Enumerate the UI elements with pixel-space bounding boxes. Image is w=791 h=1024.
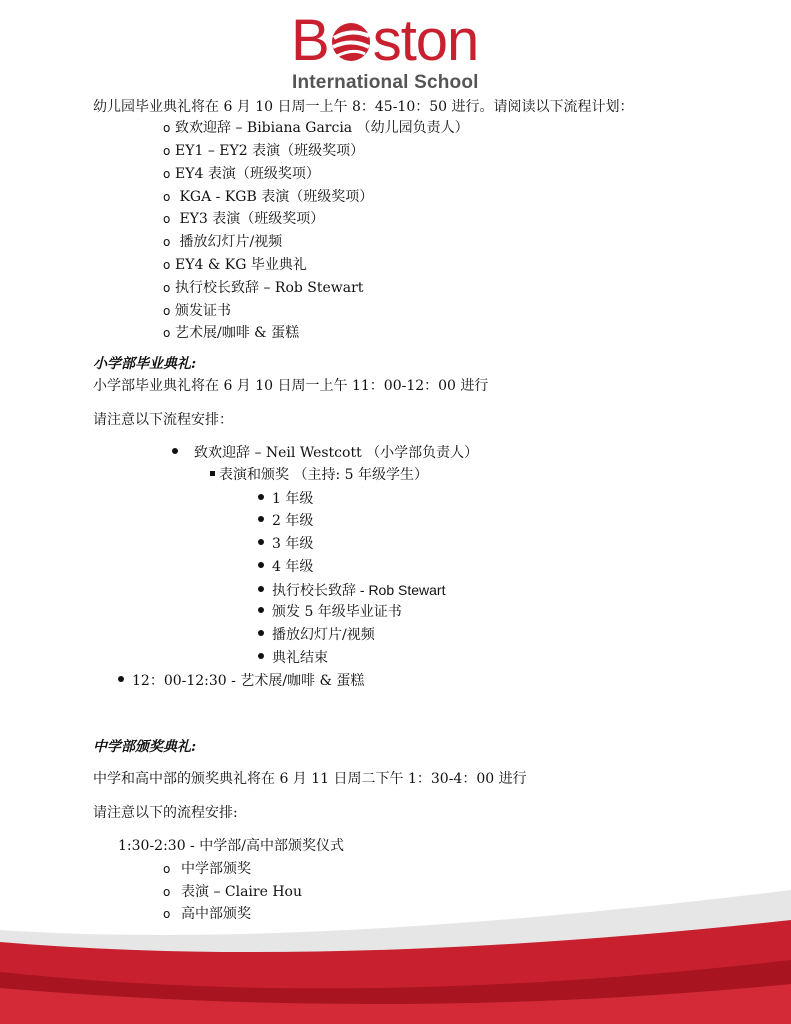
bullet-dot-icon: [258, 494, 264, 500]
kindergarten-intro: 幼儿园毕业典礼将在 6 月 10 日周一上午 8：45-10：50 进行。请阅读以下流程计划：: [93, 99, 634, 115]
list-item: o 高中部颁奖: [163, 906, 251, 922]
list-item: o EY3 表演（班级奖项）: [163, 211, 325, 227]
square-bullet-icon: [210, 471, 215, 476]
globe-logo-icon: [329, 20, 373, 64]
primary-intro: 小学部毕业典礼将在 6 月 10 日周一上午 11：00-12：00 进行: [93, 378, 489, 394]
list-item: o 表演 – Claire Hou: [163, 884, 302, 900]
logo-wordmark: B ston: [291, 8, 479, 73]
secondary-session: 1:30-2:30 - 中学部/高中部颁奖仪式: [118, 838, 344, 854]
bullet-dot-icon: [258, 630, 264, 636]
bullet-dot-icon: [258, 562, 264, 568]
primary-performance-item: 表演和颁奖 （主持: 5 年级学生）: [210, 465, 428, 485]
circle-bullet-icon: o: [163, 144, 171, 158]
secondary-intro: 中学和高中部的颁奖典礼将在 6 月 11 日周二下午 1：30-4：00 进行: [93, 771, 527, 787]
list-item: o KGA - KGB 表演（班级奖项）: [163, 189, 374, 205]
list-item: o 播放幻灯片/视频: [163, 234, 283, 250]
primary-welcome-item: 致欢迎辞 – Neil Westcott （小学部负责人）: [172, 443, 478, 463]
bullet-dot-icon: [258, 516, 264, 522]
list-item: 典礼结束: [258, 648, 328, 668]
school-logo: [0, 10, 791, 92]
secondary-note: 请注意以下的流程安排:: [93, 805, 238, 821]
circle-bullet-icon: o: [163, 862, 171, 876]
list-item: 1 年级: [258, 489, 313, 509]
circle-bullet-icon: o: [163, 304, 171, 318]
list-item: 3 年级: [258, 534, 313, 554]
circle-bullet-icon: o: [163, 258, 171, 272]
list-item: o EY4 & KG 毕业典礼: [163, 257, 307, 273]
circle-bullet-icon: o: [163, 190, 171, 204]
bullet-dot-icon: [258, 539, 264, 545]
circle-bullet-icon: o: [163, 121, 171, 135]
bullet-dot-icon: [258, 586, 264, 592]
circle-bullet-icon: o: [163, 326, 171, 340]
list-item: 执行校长致辞 - Rob Stewart: [258, 580, 445, 600]
circle-bullet-icon: o: [163, 235, 171, 249]
list-item: 2 年级: [258, 511, 313, 531]
list-item: o EY1 – EY2 表演（班级奖项）: [163, 143, 365, 159]
circle-bullet-icon: o: [163, 885, 171, 899]
secondary-heading: 中学部颁奖典礼:: [93, 739, 197, 755]
primary-heading: 小学部毕业典礼:: [93, 356, 197, 372]
circle-bullet-icon: o: [163, 212, 171, 226]
bullet-dot-icon: [258, 607, 264, 613]
list-item: 4 年级: [258, 557, 313, 577]
list-item: o 致欢迎辞 – Bibiana Garcia （幼儿园负责人）: [163, 120, 469, 136]
list-item: o 艺术展/咖啡 & 蛋糕: [163, 325, 300, 341]
list-item: o 中学部颁奖: [163, 861, 251, 877]
bullet-dot-icon: [172, 448, 178, 454]
bullet-dot-icon: [118, 676, 124, 682]
list-item: o 执行校长致辞 – Rob Stewart: [163, 280, 364, 296]
list-item: o 颁发证书: [163, 303, 231, 319]
circle-bullet-icon: o: [163, 907, 171, 921]
logo-subtitle: International School: [292, 72, 479, 93]
primary-note: 请注意以下流程安排：: [93, 412, 233, 428]
primary-closing-item: 12：00-12:30 - 艺术展/咖啡 & 蛋糕: [118, 671, 364, 691]
footer-swoosh-decoration: [0, 860, 791, 1024]
bullet-dot-icon: [258, 653, 264, 659]
list-item: 颁发 5 年级毕业证书: [258, 602, 402, 622]
list-item: o EY4 表演（班级奖项）: [163, 166, 320, 182]
list-item: 播放幻灯片/视频: [258, 625, 375, 645]
circle-bullet-icon: o: [163, 281, 171, 295]
circle-bullet-icon: o: [163, 167, 171, 181]
